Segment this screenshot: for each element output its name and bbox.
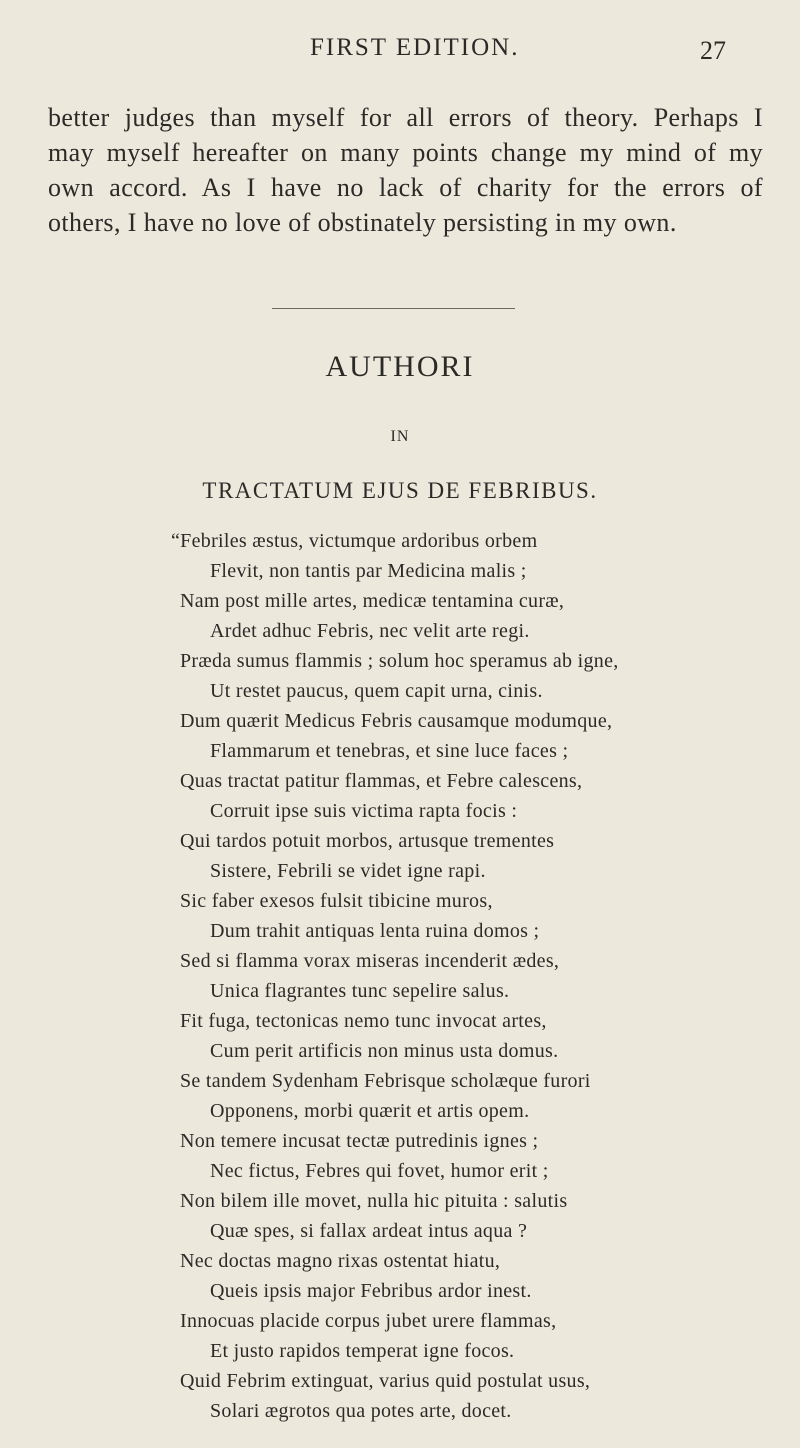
running-title: FIRST EDITION. <box>310 34 520 61</box>
poem-line: Qui tardos potuit morbos, artusque trementes <box>180 830 555 852</box>
running-head <box>0 34 800 74</box>
poem-line: Nec doctas magno rixas ostentat hiatu, <box>180 1250 501 1272</box>
poem-line: Fit fuga, tectonicas nemo tunc invocat artes, <box>180 1010 547 1032</box>
poem-line: Flevit, non tantis par Medicina malis ; <box>210 560 527 582</box>
poem-line: Solari ægrotos qua potes arte, docet. <box>210 1400 512 1422</box>
poem-heading-in: IN <box>390 428 410 445</box>
poem-line: Ardet adhuc Febris, nec velit arte regi. <box>210 620 530 642</box>
poem-line: Flammarum et tenebras, et sine luce faces ; <box>210 740 569 762</box>
poem-line: Queis ipsis major Febribus ardor inest. <box>210 1280 532 1302</box>
poem-line: Non temere incusat tectæ putredinis ignes ; <box>180 1130 539 1152</box>
poem-line: Sistere, Febrili se videt igne rapi. <box>210 860 486 882</box>
poem-line: Dum trahit antiquas lenta ruina domos ; <box>210 920 540 942</box>
poem-line: Unica flagrantes tunc sepelire salus. <box>210 980 510 1002</box>
poem-heading: AUTHORI <box>325 350 475 383</box>
prose-paragraph <box>48 100 763 240</box>
poem-subheading: TRACTATUM EJUS DE FEBRIBUS. <box>202 478 598 503</box>
poem-line: Præda sumus flammis ; solum hoc speramus ab igne, <box>180 650 619 672</box>
poem-line: Nec fictus, Febres qui fovet, humor erit ; <box>210 1160 549 1182</box>
poem-line: Nam post mille artes, medicæ tentamina curæ, <box>180 590 565 612</box>
poem-line: Sic faber exesos fulsit tibicine muros, <box>180 890 493 912</box>
poem-line: Dum quærit Medicus Febris causamque modumque, <box>180 710 613 732</box>
prose-line: may myself hereafter on many points change my mind of my <box>48 138 763 167</box>
poem-line: Cum perit artificis non minus usta domus. <box>210 1040 559 1062</box>
poem-line: Opponens, morbi quærit et artis opem. <box>210 1100 530 1122</box>
poem-line: Corruit ipse suis victima rapta focis : <box>210 800 518 822</box>
poem-line: “Febriles æstus, victumque ardoribus orbem <box>171 530 538 552</box>
poem-line: Quas tractat patitur flammas, et Febre calescens, <box>180 770 583 792</box>
poem-line: Ut restet paucus, quem capit urna, cinis. <box>210 680 543 702</box>
poem-line: Innocuas placide corpus jubet urere flammas, <box>180 1310 557 1332</box>
prose-line: own accord. As I have no lack of charity for the errors of <box>48 173 763 202</box>
poem-line: Se tandem Sydenham Febrisque scholæque furori <box>180 1070 591 1092</box>
poem-line: Sed si flamma vorax miseras incenderit ædes, <box>180 950 560 972</box>
poem-line: Quid Febrim extinguat, varius quid postulat usus, <box>180 1370 591 1392</box>
poem-line: Non bilem ille movet, nulla hic pituita : salutis <box>180 1190 568 1212</box>
section-divider <box>272 308 515 309</box>
prose-line: others, I have no love of obstinately persisting in my own. <box>48 208 677 237</box>
page-number: 27 <box>700 36 726 65</box>
poem-line: Et justo rapidos temperat igne focos. <box>210 1340 515 1362</box>
poem-line: Quæ spes, si fallax ardeat intus aqua ? <box>210 1220 528 1242</box>
prose-line: better judges than myself for all errors of theory. Perhaps I <box>48 103 763 132</box>
